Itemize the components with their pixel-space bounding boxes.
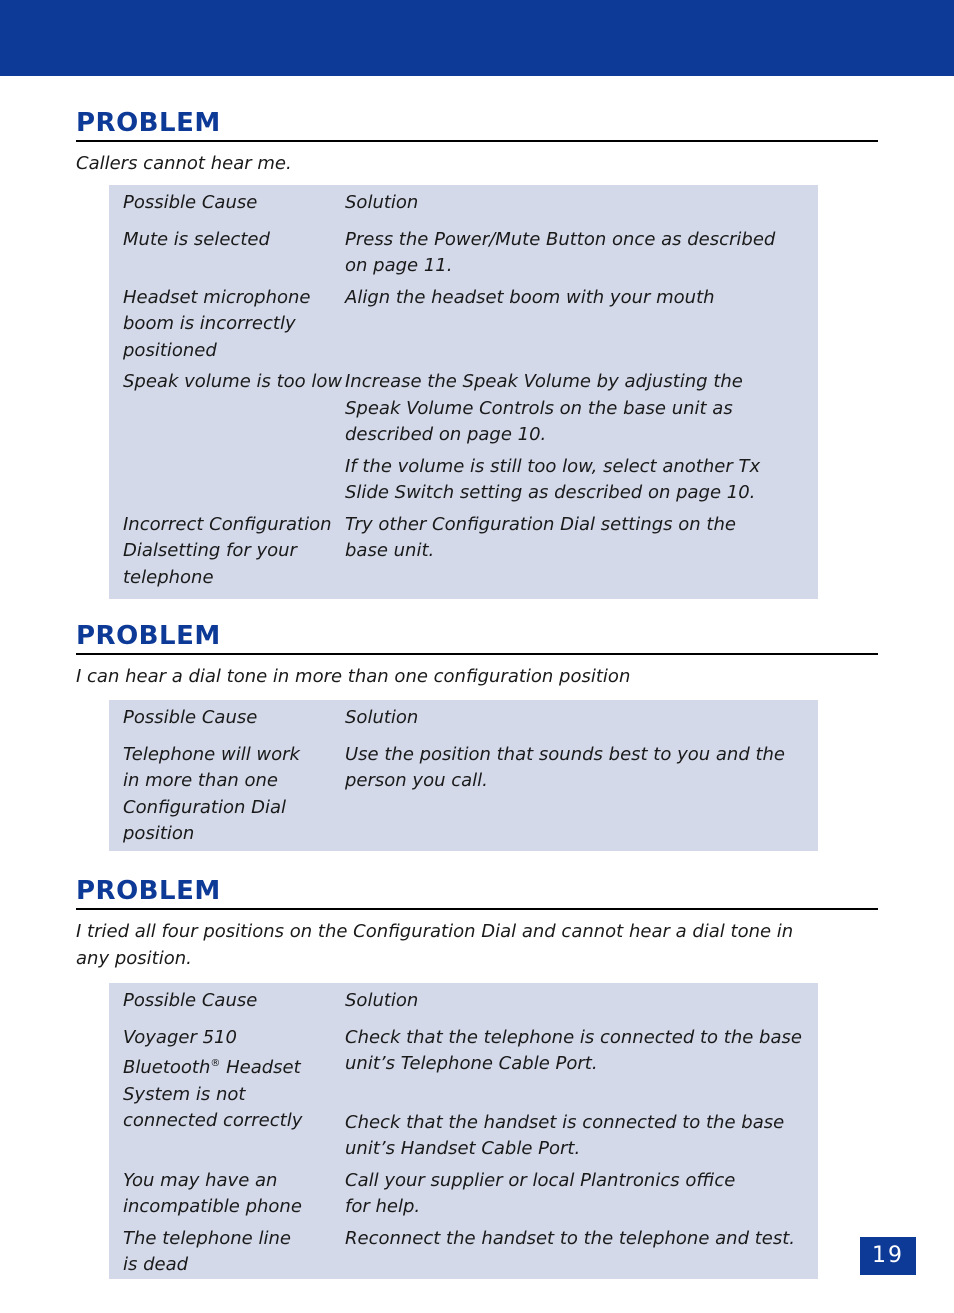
table-header [109,190,818,217]
cause-text: Headset System is not connected correctly [123,1057,303,1131]
solution-cell [345,742,803,848]
table-row [109,285,818,365]
table-row [109,1168,818,1221]
solution-cell [345,1226,803,1279]
cause-cell: You may have an incompatible phone [123,1169,302,1217]
cause-text: Voyager 510 Bluetooth [123,1026,237,1078]
problem-statement: I tried all four positions on the Configuration Dial and cannot hear a dial tone in any position. [76,921,794,969]
section-heading: PROBLEM [76,106,878,142]
solution-cell [345,1168,765,1221]
table-row [109,227,818,280]
table-row [109,512,818,592]
cause-solution-table-1 [109,185,818,599]
cause-cell: Telephone will work in more than one Configuration Dial position [123,743,300,844]
problem-section-1 [76,106,878,177]
solution-column-header: Solution [345,990,419,1011]
solution-text: Press the Power/Mute Button once as described on page 11. [345,228,776,276]
table-header [109,705,818,732]
solution-text: Reconnect the handset to the telephone and test. [345,1227,796,1249]
cause-solution-table-2 [109,700,818,851]
table-row [109,1025,818,1163]
solution-column-header: Solution [345,707,419,728]
problem-section-2 [76,619,878,690]
solution-text: If the volume is still too low, select another Tx Slide Switch setting as described on page 10. [345,455,761,503]
solution-cell [345,1025,803,1163]
solution-cell [345,369,803,507]
solution-text: Check that the handset is connected to the base unit’s Handset Cable Port. [345,1111,785,1159]
cause-cell: Incorrect Configuration Dialsetting for your telephone [123,513,332,588]
table-header [109,988,818,1015]
solution-column-header: Solution [345,192,419,213]
problem-statement: I can hear a dial tone in more than one configuration position [76,666,631,687]
section-heading: PROBLEM [76,619,878,655]
registered-mark: ® [210,1058,221,1069]
solution-cell [345,227,803,280]
page-number: 19 [860,1237,916,1275]
solution-cell [345,512,745,592]
cause-cell: The telephone line is dead [123,1227,291,1275]
solution-text: Call your supplier or local Plantronics office for help. [345,1169,736,1217]
cause-cell: Speak volume is too low [123,371,343,392]
cause-solution-table-3 [109,983,818,1279]
cause-column-header: Possible Cause [123,192,258,213]
table-row [109,1226,818,1279]
problem-section-3 [76,874,878,972]
cause-cell: Headset microphone boom is incorrectly positioned [123,286,311,361]
cause-column-header: Possible Cause [123,990,258,1011]
cause-cell: Mute is selected [123,228,270,250]
problem-statement: Callers cannot hear me. [76,153,292,174]
solution-text: Align the headset boom with your mouth [345,286,715,308]
cause-cell [109,1025,331,1163]
solution-text: Try other Configuration Dial settings on the base unit. [345,513,736,561]
header-bar [0,0,954,76]
solution-text: Check that the telephone is connected to the base unit’s Telephone Cable Port. [345,1026,802,1074]
section-heading: PROBLEM [76,874,878,910]
cause-column-header: Possible Cause [123,707,258,728]
solution-text: Use the position that sounds best to you and the person you call. [345,743,786,791]
table-row [109,742,818,848]
table-row [109,369,818,507]
solution-text: Increase the Speak Volume by adjusting the Speak Volume Controls on the base unit as described on page 10. [345,371,743,445]
solution-cell [345,285,803,365]
